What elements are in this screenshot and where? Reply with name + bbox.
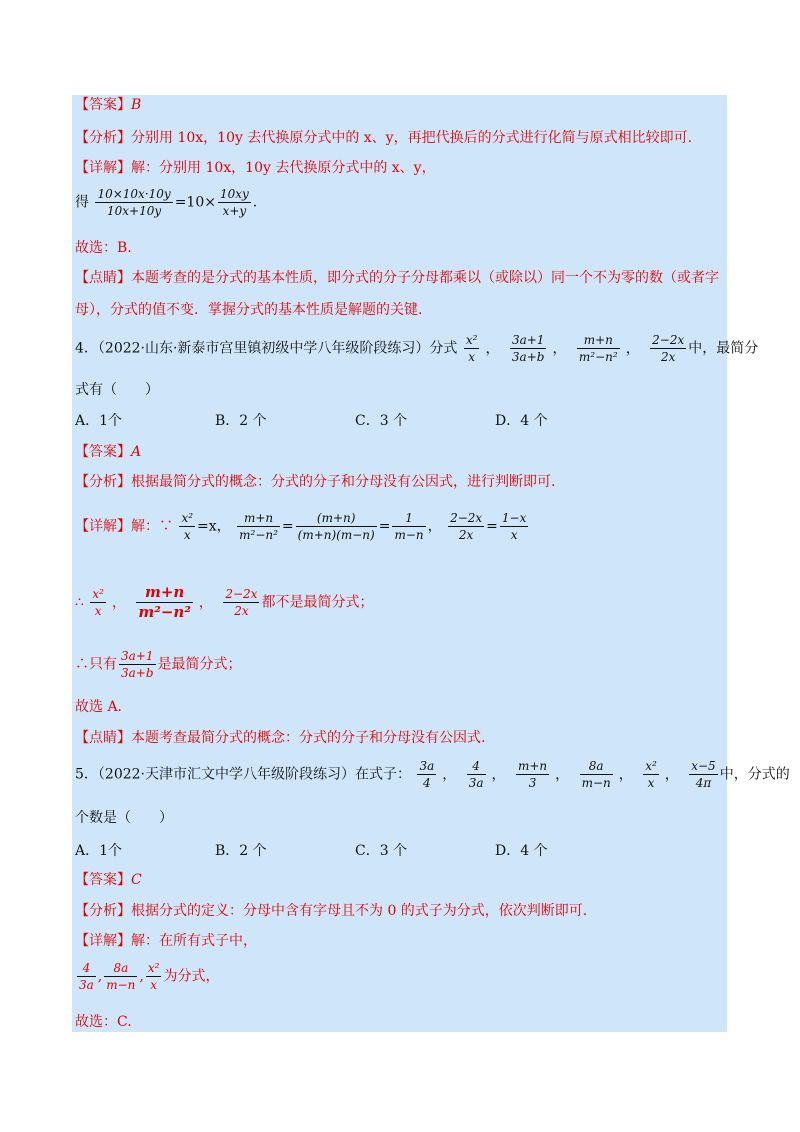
question-4-options — [75, 411, 635, 431]
answer-line-3: 【答案】C — [75, 872, 142, 888]
fraction: $\frac{m+n}{\text{m²−n²}}$ — [578, 333, 618, 364]
option-d: D．4 个 — [495, 413, 548, 429]
answer-line-1 — [75, 95, 141, 115]
analysis-line-1 — [75, 128, 692, 148]
analysis-line-3: 【分析】根据分式的定义：分母中含有字母且不为 0 的式子为分式，依次判断即可. — [75, 903, 588, 919]
fraction: $\frac{\text{x²}}{x}$ — [465, 333, 478, 364]
question-5-line-2: 个数是（ ） — [75, 810, 173, 826]
question-4-stem: 4．（2022·山东·新泰市宫里镇初级中学八年级阶段练习）分式 $\frac{\text{x²}}{x}$ ， $\frac{3a+1}{3a+b}$ ， $\frac{m+n}{\text{m²−n²}}$ ， $\frac{2-2x}{2x}$ 中，最简分 — [75, 333, 759, 364]
detail-line-3: 【详解】解：在所有式子中， — [75, 933, 257, 949]
fraction: $\frac{3a+1}{3a+b}$ — [511, 333, 545, 364]
option-b: B．2 个 — [215, 413, 267, 429]
answer-panel — [72, 95, 727, 1032]
question-4-line-2: 式有（ ） — [75, 382, 159, 398]
fraction: $\frac{10\times 10x\cdot 10y}{10x+10y}$ — [97, 187, 171, 218]
choose-line-3: 故选：C. — [75, 1014, 132, 1030]
question-5-stem: 5．（2022·天津市汇文中学八年级阶段练习）在式子： $\frac{3a}{4}$ ， $\frac{4}{3a}$ ， $\frac{m+n}{3}$ ， $\frac{8a}{m-n}$ ， $\frac{\text{x²}}{x}$ ， $\frac{x-5}{4\pi}$ 中，分式的 — [75, 759, 790, 790]
therefore-line-1: ∴ $\frac{\text{x²}}{x}$ ， $\frac{m+n}{\text{m²−n²}}$ ， $\frac{2-2x}{2x}$ 都不是最简分式； — [75, 583, 374, 621]
comment-line-3: 【点睛】本题考查最简分式的概念：分式的分子和分母没有公因式. — [75, 730, 486, 746]
analysis-tag: 【分析】 — [75, 130, 131, 146]
answer-line-2: 【答案】A — [75, 444, 142, 460]
choose-line-2: 故选 A. — [75, 699, 123, 715]
option-a: A．1个 — [75, 413, 123, 429]
comment-line-1: 【点睛】本题考查的是分式的基本性质，即分式的分子分母都乘以（或除以）同一个不为零的数（或者字 — [75, 270, 719, 286]
therefore-line-2: ∴只有 $\frac{3a+1}{3a+b}$ 是最简分式； — [75, 649, 242, 680]
analysis-line-2: 【分析】根据最简分式的概念：分式的分子和分母没有公因式，进行判断即可. — [75, 474, 556, 490]
option-c: C．3 个 — [355, 413, 408, 429]
comment-line-2: 母），分式的值不变．掌握分式的基本性质是解题的关键. — [75, 302, 423, 318]
detail-line-1 — [75, 158, 436, 178]
fraction: $\frac{10xy}{x+y}$ — [219, 187, 249, 218]
analysis-text: 分别用 10x，10y 去代换原分式中的 x、y，再把代换后的分式进行化简与原式相比较即可. — [131, 130, 693, 146]
comment-tag: 【点睛】 — [75, 270, 131, 286]
question-5-options: A．1个 B．2 个 C．3 个 D．4 个 — [75, 843, 548, 859]
derivation-1: 得 $\frac{10\times 10x\cdot 10y}{10x+10y}$ =10× $\frac{10xy}{x+y}$ . — [75, 187, 258, 218]
answer-tag: 【答案】 — [75, 97, 131, 113]
detail-text: 解：分别用 10x，10y 去代换原分式中的 x、y， — [131, 160, 436, 176]
detail-line-2: 【详解】解：∵ $\frac{\text{x²}}{x}$ =x， $\frac{m+n}{\text{m²−n²}}$ = $\frac{(m+n)}{(m+n)(m-n)}$ = $\frac{1}{m-n}$ ， $\frac{2-2x}{2x}$ = $\frac{1-x}{x}$ — [75, 511, 527, 542]
fraction: $\frac{2-2x}{2x}$ — [652, 333, 685, 364]
choose-line-1: 故选：B. — [75, 240, 132, 256]
answer-value: B — [131, 97, 142, 113]
result-line-3: $\frac{4}{3a}$ , $\frac{8a}{m-n}$ , $\frac{\text{x²}}{x}$ 为分式， — [79, 961, 220, 992]
detail-tag: 【详解】 — [75, 160, 131, 176]
